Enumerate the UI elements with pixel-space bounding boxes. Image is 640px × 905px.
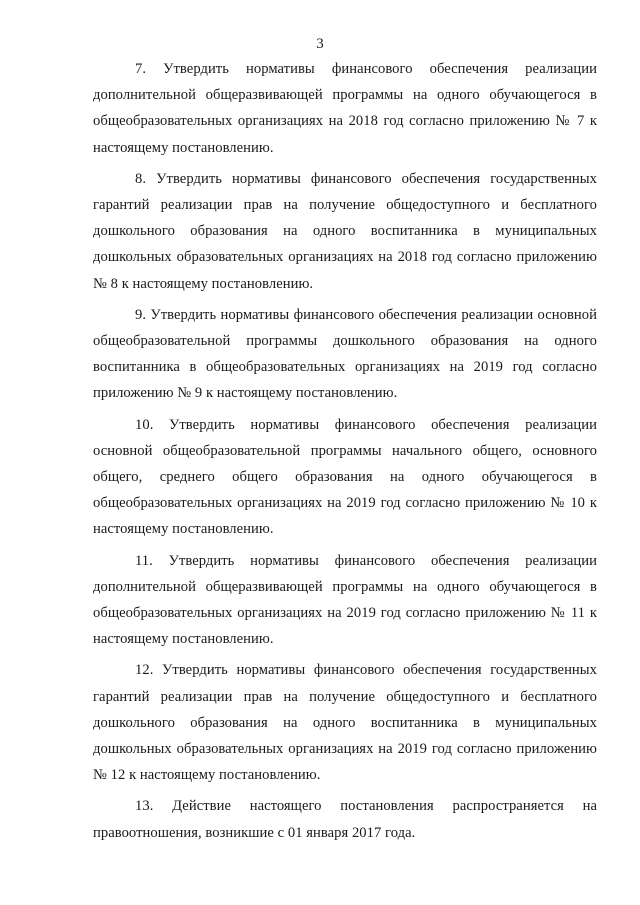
page-number: 3 — [316, 36, 324, 52]
paragraph-12: 12. Утвердить нормативы финансового обеспечения государственных гарантий реализации прав на получение общедоступного и бесплатного дошкольного образования на одного воспитанника в муниципальных дошкольных образовательных организациях на 2019 год согласно приложению № 12 к настоящему постановлению. — [93, 662, 597, 784]
paragraph-11: 11. Утвердить нормативы финансового обеспечения реализации дополнительной общеразвивающей программы на одного обучающегося в общеобразовательных организациях на 2019 год согласно приложению № 11 к настоящему постановлению. — [93, 552, 597, 648]
paragraph-13: 13. Действие настоящего постановления распространяется на правоотношения, возникшие с 01 января 2017 года. — [93, 798, 597, 841]
document-body — [93, 56, 597, 847]
paragraph-7: 7. Утвердить нормативы финансового обеспечения реализации дополнительной общеразвивающей программы на одного обучающегося в общеобразовательных организациях на 2018 год согласно приложению № 7 к настоящему постановлению. — [93, 61, 597, 156]
paragraph-8: 8. Утвердить нормативы финансового обеспечения государственных гарантий реализации прав на получение общедоступного и бесплатного дошкольного образования на одного воспитанника в муниципальных дошкольных образовательных организациях на 2018 год согласно приложению № 8 к настоящему постановлению. — [93, 170, 597, 292]
paragraph-9: 9. Утвердить нормативы финансового обеспечения реализации основной общеобразовательной программы дошкольного образования на одного воспитанника в общеобразовательных организациях на 2019 год согласно приложению № 9 к настоящему постановлению. — [93, 306, 597, 402]
paragraph-10: 10. Утвердить нормативы финансового обеспечения реализации основной общеобразовательной программы начального общего, основного общего, среднего общего образования на одного обучающегося в общеобразовательных организациях на 2019 год согласно приложению № 10 к настоящему постановлению. — [93, 416, 597, 538]
